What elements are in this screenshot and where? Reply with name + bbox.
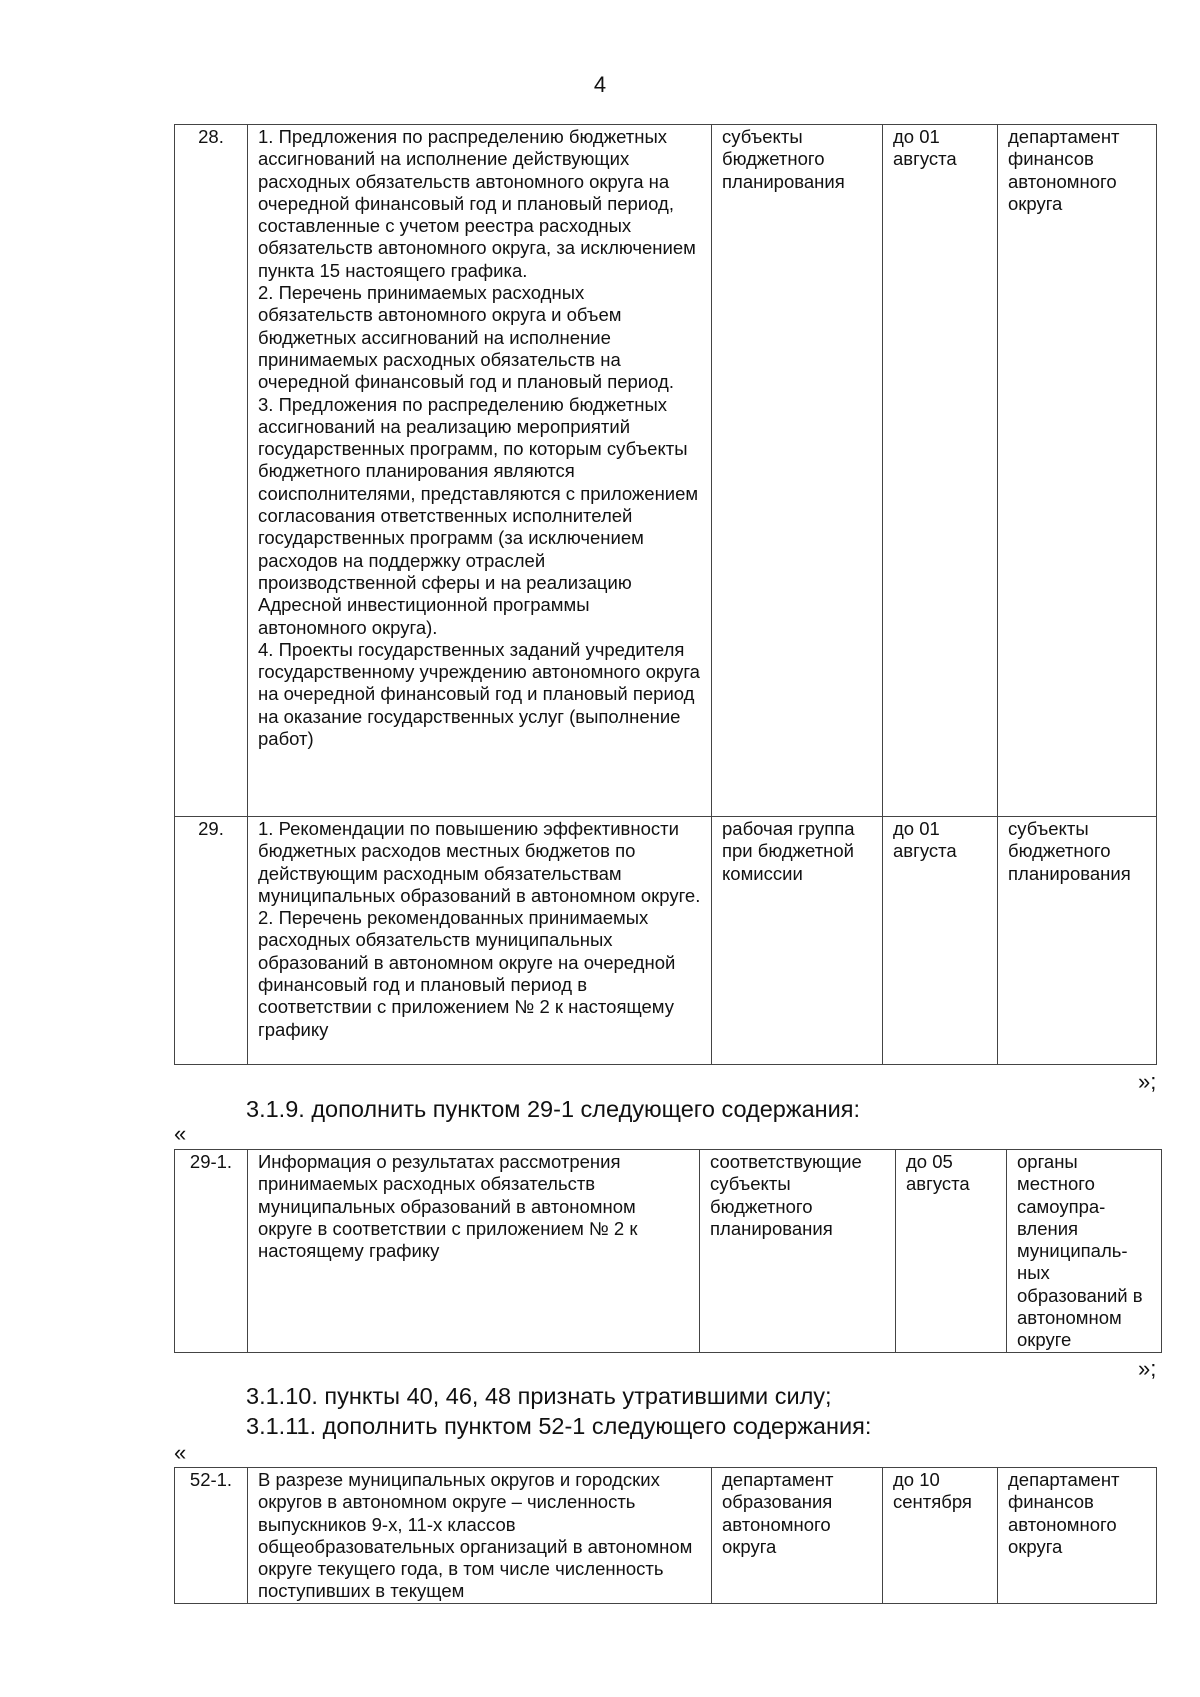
row-deadline: до 05 августа [896, 1150, 1007, 1353]
amendment-paragraph: 3.1.9. дополнить пунктом 29-1 следующего содержания: [246, 1096, 861, 1122]
row-deadline: до 01 августа [883, 817, 998, 1065]
row-responsible: соответствующие субъекты бюджетного планирования [700, 1150, 896, 1353]
row-number: 52-1. [175, 1468, 248, 1604]
amendment-paragraph: 3.1.11. дополнить пунктом 52-1 следующего содержания: [246, 1413, 872, 1439]
closing-quote: »; [1138, 1356, 1157, 1381]
table-row [175, 1468, 1157, 1604]
table-row [175, 125, 1157, 817]
inserted-row-table [174, 1149, 1162, 1353]
row-number: 28. [175, 125, 248, 817]
content-paragraph: 1. Рекомендации по повышению эффективности бюджетных расходов местных бюджетов по действующим расходным обязательствам муниципальных образований в автономном округе. [258, 818, 701, 906]
amendment-paragraph: 3.1.10. пункты 40, 46, 48 признать утратившими силу; [246, 1383, 832, 1409]
row-number: 29. [175, 817, 248, 1065]
row-recipient: органы местного самоупра-вления муниципаль-ных образований в автономном округе [1007, 1150, 1162, 1353]
content-paragraph: 2. Перечень принимаемых расходных обязательств автономного округа и объем бюджетных ассигнований на исполнение принимаемых расходных обязательств на очередной финансовый год и плановый период. [258, 282, 674, 393]
content-paragraph: 2. Перечень рекомендованных принимаемых расходных обязательств муниципальных образований в автономном округе на очередной финансовый год и плановый период в соответствии с приложением № 2 к настоящему графику [258, 907, 676, 1040]
content-paragraph: 4. Проекты государственных заданий учредителя государственному учреждению автономного округа на очередной финансовый год и плановый период на оказание государственных услуг (выполнение работ) [258, 638, 700, 750]
schedule-table-continued [174, 124, 1157, 1065]
row-content [248, 125, 712, 817]
opening-quote: « [174, 1121, 187, 1146]
row-content [248, 817, 712, 1065]
table-row [175, 817, 1157, 1065]
row-content: В разрезе муниципальных округов и городских округов в автономном округе – численность выпускников 9-х, 11-х классов общеобразовательных организаций в автономном округе текущего года, в том числе численность поступивших в текущем [248, 1468, 712, 1604]
row-recipient: субъекты бюджетного планирования [998, 817, 1157, 1065]
row-responsible: департамент образования автономного округа [712, 1468, 883, 1604]
content-paragraph: 3. Предложения по распределению бюджетных ассигнований на реализацию мероприятий государственных программ, по которым субъекты бюджетного планирования являются соисполнителями, представляются с приложением согласования ответственных исполнителей государственных программ (за исключением расходов на поддержку отраслей производственной сферы и на реализацию Адресной инвестиционной программы автономного округа). [258, 393, 699, 638]
page-number: 4 [593, 72, 607, 97]
row-content: Информация о результатах рассмотрения принимаемых расходных обязательств муниципальных образований в автономном округе в соответствии с приложением № 2 к настоящему графику [248, 1150, 700, 1353]
row-responsible: рабочая группа при бюджетной комиссии [712, 817, 883, 1065]
inserted-row-table [174, 1467, 1157, 1604]
row-number: 29-1. [175, 1150, 248, 1353]
opening-quote: « [174, 1440, 187, 1465]
row-deadline: до 01 августа [883, 125, 998, 817]
row-deadline: до 10 сентября [883, 1468, 998, 1604]
closing-quote: »; [1138, 1069, 1157, 1094]
row-responsible: субъекты бюджетного планирования [712, 125, 883, 817]
content-paragraph: 1. Предложения по распределению бюджетных ассигнований на исполнение действующих расходных обязательств автономного округа на очередной финансовый год и плановый период, составленные с учетом реестра расходных обязательств автономного округа, за исключением пункта 15 настоящего графика. [258, 126, 696, 281]
row-recipient: департамент финансов автономного округа [998, 125, 1157, 817]
table-row [175, 1150, 1162, 1353]
row-recipient: департамент финансов автономного округа [998, 1468, 1157, 1604]
